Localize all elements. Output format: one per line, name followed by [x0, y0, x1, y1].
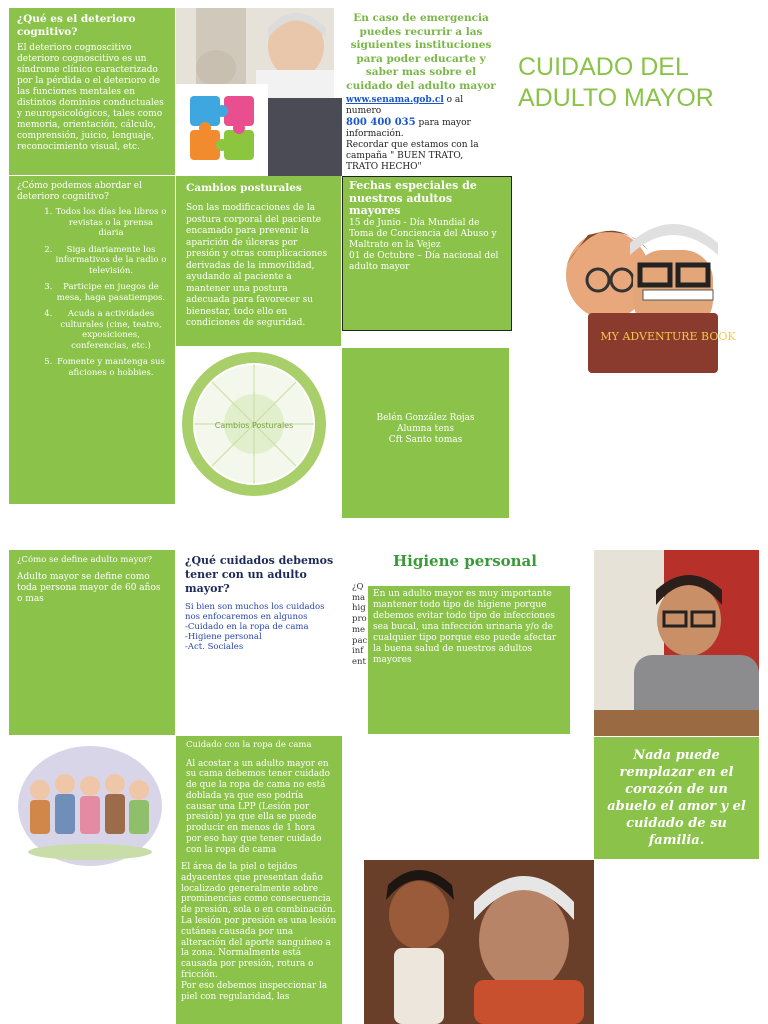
coco-illustration: [364, 860, 594, 1024]
abordar-item: 3. Participe en juegos de mesa, haga pasatiempos.: [55, 282, 167, 303]
grandparents-group-illustration: [15, 740, 165, 868]
author-institution: Cft Santo tomas: [388, 435, 463, 445]
clock-label: Cambios Posturales: [214, 421, 294, 430]
cuidados-item: -Cuidado en la ropa de cama: [185, 622, 309, 632]
cuidados-list: [185, 622, 335, 652]
quote-text: Nada puede remplazar en el corazón de un abuelo el amor y el cuidado de su familia.: [607, 748, 746, 848]
higiene-panel: [368, 586, 570, 734]
define-title: ¿Cómo se define adulto mayor?: [17, 555, 153, 565]
abordar-item: 5. Fomente y mantenga sus aficiones o hobbies.: [55, 357, 167, 378]
emergency-panel: [346, 12, 496, 172]
emergency-after-link: o al numero: [346, 95, 464, 116]
define-body: Adulto mayor se define como toda persona mayor de 60 años o mas: [17, 571, 161, 604]
fechas-body1: 15 de Junio - Día Mundial de Toma de Conciencia del Abuso y Maltrato en la Vejez: [349, 217, 497, 250]
deterioro-body: El deterioro cognoscitivo deterioro cognoscitivo es un síndrome clínico caracterizado por la pérdida o el deterioro de las funciones mentales en distintos dominios conductuales y neuropsicológicos, tales como memoria, orientación, cálculo, comprensión, juicio, lenguaje, reconocimiento visual, etc.: [17, 43, 164, 152]
emergency-campaign: Recordar que estamos con la campaña " BUEN TRATO, TRATO HECHO": [346, 140, 479, 172]
ropa-body: Al acostar a un adulto mayor en su cama debemos tener cuidado de que la ropa de cama no está doblada ya que eso podría causar una LPP (Lesión por presión) ya que ella se puede producir en menos de 1 hora por eso hay que tener cuidado con la ropa de cama: [186, 758, 330, 855]
main-title-line1: CUIDADO DEL: [518, 53, 689, 81]
emergency-info: [346, 95, 496, 173]
abordar-panel: [9, 176, 175, 504]
abordar-list: [17, 207, 167, 378]
fechas-panel: [342, 176, 512, 331]
emergency-heading: En caso de emergencia puedes recurrir a las siguientes instituciones para poder educarte y saber mas sobre el cuidado del adulto mayor: [346, 12, 496, 92]
higiene-title: Higiene personal: [393, 552, 537, 570]
abordar-item: 4. Acuda a actividades culturales (cine, teatro, exposiciones, conferencias, etc.): [55, 309, 167, 351]
define-panel: [9, 550, 175, 735]
grandparents-illustration: [548, 195, 743, 390]
higiene-body: En un adulto mayor es muy importante mantener todo tipo de higiene porque debemos evitar todo tipo de infecciones sea bucal, una infección urinaria y/o de cualquier tipo porque eso puede afectar la buena salud de nuestros adultos mayores: [373, 589, 557, 665]
cuidados-panel: [180, 552, 340, 662]
puzzle-icon: [176, 84, 268, 176]
boy-reading-photo: [594, 550, 759, 736]
abordar-item: 1. Todos los días lea libros o revistas o la prensa diaria: [55, 207, 167, 239]
gray-block: [268, 98, 342, 176]
cambios-title: Cambios posturales: [186, 182, 302, 194]
quote-panel: [594, 737, 759, 859]
author-panel: [342, 348, 509, 518]
main-title-line2: ADULTO MAYOR: [518, 84, 714, 112]
emergency-rest: para mayor información.: [346, 118, 471, 139]
lpp-panel: [176, 860, 342, 1024]
emergency-phone: 800 400 035: [346, 117, 416, 128]
fechas-body2: 01 de Octubre – Día nacional del adulto mayor: [349, 250, 499, 272]
deterioro-title: ¿Qué es el deterioro cognitivo?: [17, 13, 136, 38]
deterioro-panel: [9, 8, 175, 175]
abordar-title: ¿Cómo podemos abordar el deterioro cognitivo?: [17, 181, 142, 202]
ropa-panel: [176, 736, 342, 860]
cambios-panel: [176, 176, 341, 346]
lpp-body: El área de la piel o tejidos adyacentes que presentan daño localizado generalmente sobre prominencias como consecuencia de presión, sola o en combinación. La lesión por presión es una lesión cutánea causada por una alteración del aporte sanguíneo a la zona. Normalmente está causada por presión, rotura o fricción. Por eso debemos inspeccionar la piel con regularidad, las: [181, 862, 337, 1002]
author-role: Alumna tens: [396, 424, 455, 434]
main-title: [518, 52, 758, 122]
fechas-title: Fechas especiales de nuestros adultos mayores: [349, 179, 477, 217]
author-name: Belén González Rojas: [376, 413, 475, 423]
senama-link[interactable]: www.senama.gob.cl: [346, 95, 444, 105]
higiene-bg-fragment: ¿Q ma hig pro me pac inf ent: [352, 582, 368, 667]
cuidados-item: -Higiene personal: [185, 632, 262, 642]
posture-clock-diagram: [180, 350, 328, 498]
cuidados-intro: Si bien son muchos los cuidados nos enfocaremos en algunos: [185, 602, 325, 622]
cuidados-item: -Act. Sociales: [185, 642, 244, 652]
book-label: MY ADVENTURE BOOK: [600, 330, 736, 343]
abordar-item: 2. Siga diariamente los informativos de la radio o televisión.: [55, 245, 167, 277]
cambios-body: Son las modificaciones de la postura corporal del paciente encamado para prevenir la aparición de úlceras por presión y otras complicaciones derivadas de la inmovilidad, ayudando al paciente a mantener una postura adecuada para favorecer su bienestar, todo ello en condiciones de seguridad.: [186, 203, 328, 328]
cuidados-title: ¿Qué cuidados debemos tener con un adulto mayor?: [185, 554, 334, 595]
ropa-title: Cuidado con la ropa de cama: [186, 740, 312, 750]
